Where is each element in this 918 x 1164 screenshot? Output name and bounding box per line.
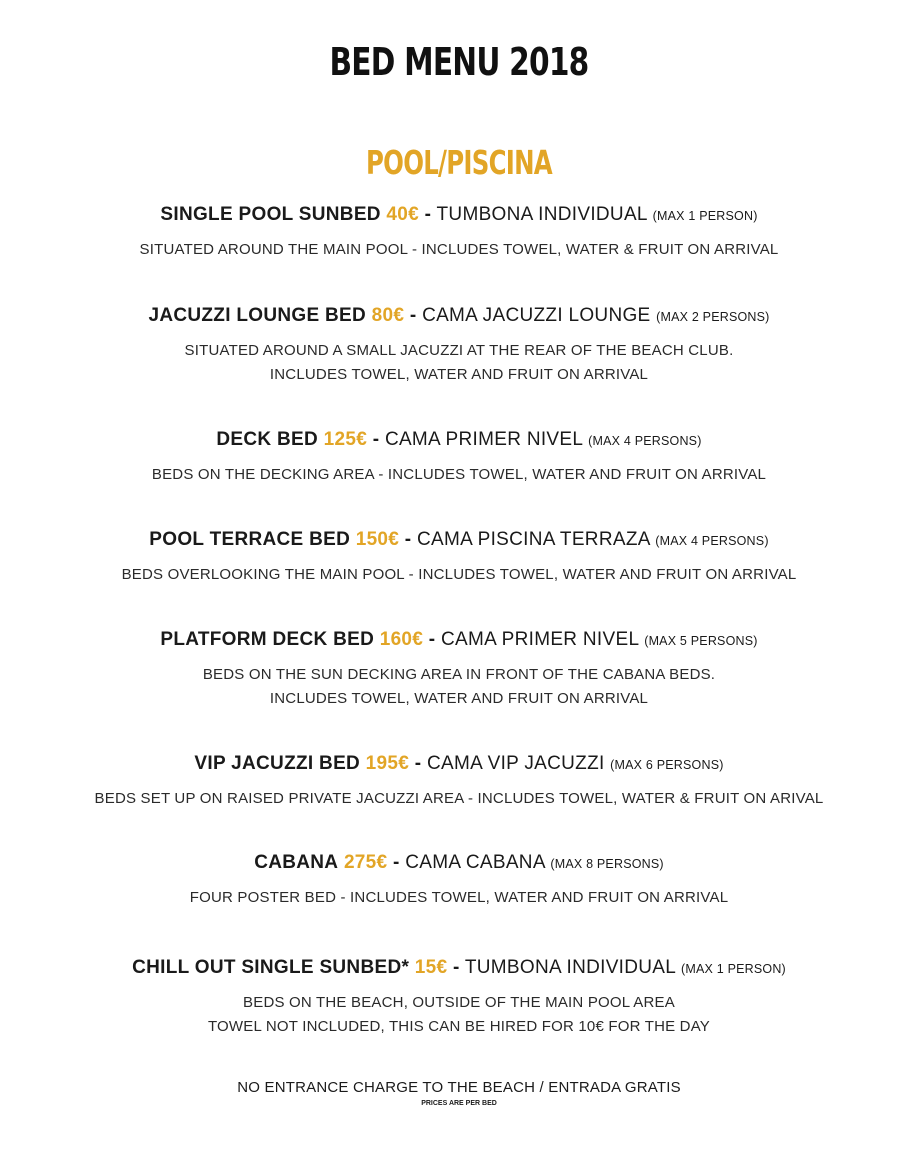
item-separator: - [372,429,380,450]
item-name: SINGLE POOL SUNBED [160,204,381,225]
item-description [0,238,918,262]
item-heading [0,851,918,876]
menu-item-vip-jacuzzi-bed [0,752,918,811]
item-description [0,339,918,387]
item-heading [0,203,918,228]
item-spanish-name: CAMA PISCINA TERRAZA [417,529,650,550]
item-price: 275€ [343,852,388,873]
item-price: 80€ [371,305,405,326]
item-description [0,991,918,1039]
menu-item-single-pool-sunbed [0,203,918,262]
pricing-footnote: PRICES ARE PER BED [421,1100,497,1107]
menu-item-deck-bed [0,428,918,487]
item-separator: - [452,957,460,978]
item-price: 195€ [365,753,410,774]
item-price: 160€ [379,629,424,650]
description-line: TOWEL NOT INCLUDED, THIS CAN BE HIRED FOR 10€ FOR THE DAY [207,1018,711,1035]
item-capacity: (MAX 4 PERSONS) [655,534,769,548]
menu-item-chill-out-single-sunbed [0,956,918,1039]
description-line: BEDS OVERLOOKING THE MAIN POOL - INCLUDES TOWEL, WATER AND FRUIT ON ARRIVAL [121,566,797,583]
item-name: VIP JACUZZI BED [194,753,361,774]
item-spanish-name: CAMA PRIMER NIVEL [441,629,639,650]
description-line: SITUATED AROUND THE MAIN POOL - INCLUDES TOWEL, WATER & FRUIT ON ARRIVAL [139,241,779,258]
item-capacity: (MAX 5 PERSONS) [644,634,758,648]
item-description [0,463,918,487]
item-separator: - [404,529,412,550]
item-separator: - [409,305,417,326]
item-spanish-name: CAMA VIP JACUZZI [426,753,605,774]
item-capacity: (MAX 2 PERSONS) [656,310,770,324]
item-name: JACUZZI LOUNGE BED [148,305,367,326]
item-separator: - [393,852,400,873]
item-heading [0,304,918,329]
item-spanish-name: CAMA PRIMER NIVEL [384,429,583,450]
item-heading [0,628,918,653]
description-line: FOUR POSTER BED - INCLUDES TOWEL, WATER AND FRUIT ON ARRIVAL [189,889,729,906]
item-name: CABANA [254,852,339,873]
item-heading [0,752,918,777]
description-line: BEDS ON THE SUN DECKING AREA IN FRONT OF THE CABANA BEDS. [202,666,716,683]
item-description [0,563,918,587]
item-separator: - [424,204,432,225]
page-title: BED MENU 2018 [329,40,589,84]
item-capacity: (MAX 8 PERSONS) [550,857,664,871]
item-name: CHILL OUT SINGLE SUNBED* [132,957,410,978]
item-capacity: (MAX 1 PERSON) [652,209,758,223]
menu-item-jacuzzi-lounge-bed [0,304,918,387]
item-spanish-name: CAMA JACUZZI LOUNGE [422,305,651,326]
item-separator: - [414,753,422,774]
item-spanish-name: TUMBONA INDIVIDUAL [464,957,676,978]
item-price: 125€ [323,429,368,450]
item-description [0,886,918,910]
item-capacity: (MAX 4 PERSONS) [588,434,702,448]
item-name: DECK BED [216,429,319,450]
item-capacity: (MAX 6 PERSONS) [610,758,724,772]
item-name: PLATFORM DECK BED [160,629,375,650]
item-heading [0,528,918,553]
description-line: BEDS SET UP ON RAISED PRIVATE JACUZZI AREA - INCLUDES TOWEL, WATER & FRUIT ON ARIVAL [94,790,824,807]
description-line: BEDS ON THE BEACH, OUTSIDE OF THE MAIN POOL AREA [243,994,675,1011]
item-spanish-name: CAMA CABANA [405,852,545,873]
item-price: 150€ [355,529,400,550]
item-spanish-name: TUMBONA INDIVIDUAL [436,204,648,225]
section-title: POOL/PISCINA [366,143,552,182]
entrance-note: NO ENTRANCE CHARGE TO THE BEACH / ENTRADA GRATIS [237,1079,681,1096]
description-line: INCLUDES TOWEL, WATER AND FRUIT ON ARRIVAL [269,690,649,707]
item-capacity: (MAX 1 PERSON) [681,962,786,976]
menu-item-platform-deck-bed [0,628,918,711]
description-line: SITUATED AROUND A SMALL JACUZZI AT THE REAR OF THE BEACH CLUB. [184,342,734,359]
item-price: 15€ [414,957,448,978]
menu-item-pool-terrace-bed [0,528,918,587]
menu-item-cabana [0,851,918,910]
item-description [0,663,918,711]
item-heading [0,956,918,981]
item-heading [0,428,918,453]
item-name: POOL TERRACE BED [149,529,351,550]
item-price: 40€ [386,204,420,225]
description-line: BEDS ON THE DECKING AREA - INCLUDES TOWEL, WATER AND FRUIT ON ARRIVAL [151,466,767,483]
item-separator: - [428,629,436,650]
item-description [0,787,918,811]
description-line: INCLUDES TOWEL, WATER AND FRUIT ON ARRIVAL [269,366,649,383]
